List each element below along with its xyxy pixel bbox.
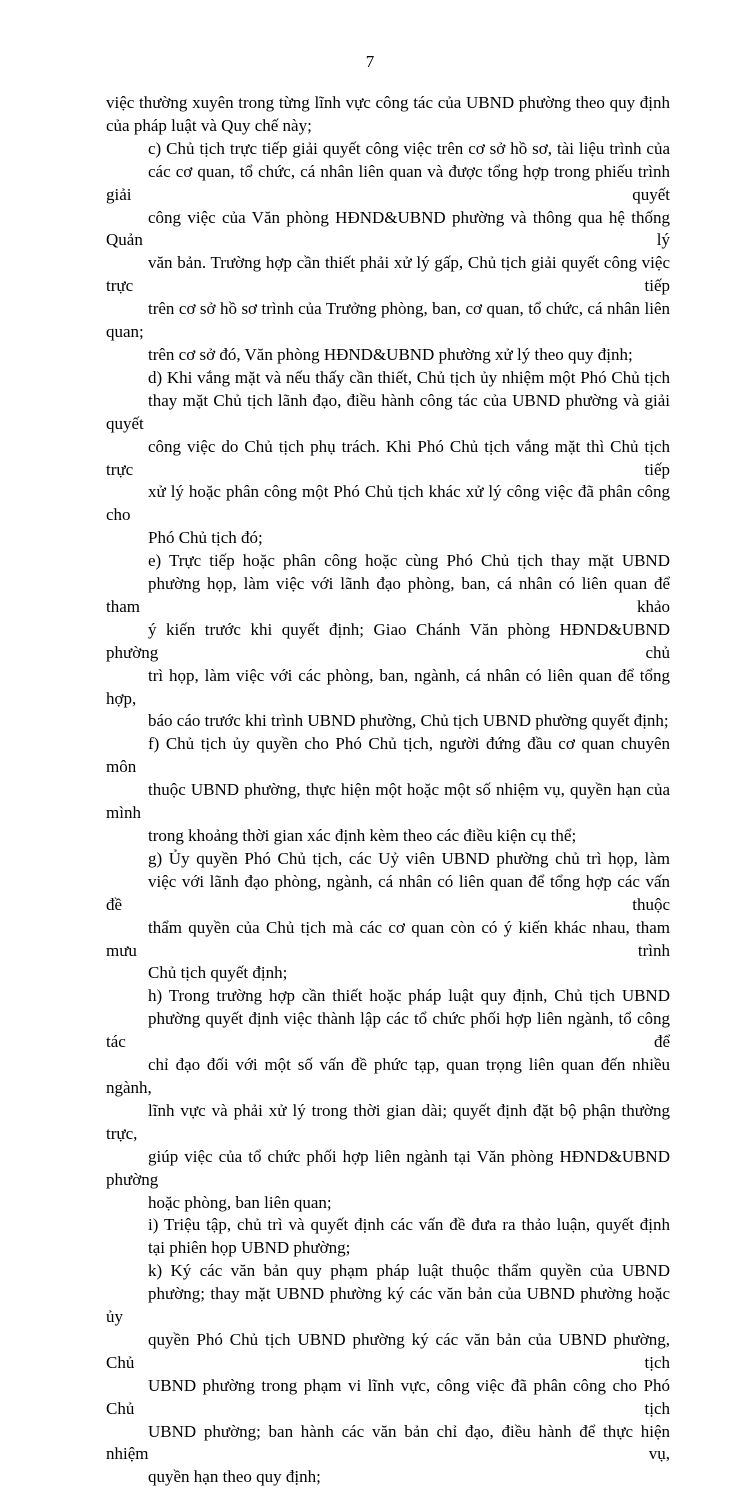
paragraph <box>106 367 670 550</box>
text-line: Chủ tịch quyết định; <box>148 963 288 983</box>
text-line: việc thường xuyên trong từng lĩnh vực công tác của UBND phường theo quy định <box>106 93 670 112</box>
text-line: xử lý hoặc phân công một Phó Chủ tịch khác xử lý công việc đã phân công cho <box>106 482 670 525</box>
paragraph <box>106 1214 670 1260</box>
text-line: UBND phường trong phạm vi lĩnh vực, công việc đã phân công cho Phó Chủ tịch <box>106 1375 670 1418</box>
text-line: ý kiến trước khi quyết định; Giao Chánh Văn phòng HĐND&UBND phường chủ <box>106 619 670 662</box>
text-line: văn bản. Trường hợp cần thiết phải xử lý gấp, Chủ tịch giải quyết công việc trực tiếp <box>106 253 670 296</box>
text-line: giúp việc của tổ chức phối hợp liên ngành tại Văn phòng HĐND&UBND phường <box>106 1146 670 1189</box>
text-line: hoặc phòng, ban liên quan; <box>148 1192 332 1212</box>
paragraph <box>106 1260 670 1489</box>
text-line: h) Trong trường hợp cần thiết hoặc pháp luật quy định, Chủ tịch UBND <box>148 986 670 1006</box>
text-line: thẩm quyền của Chủ tịch mà các cơ quan còn có ý kiến khác nhau, tham mưu trình <box>106 917 670 960</box>
text-line: các cơ quan, tổ chức, cá nhân liên quan và được tổng hợp trong phiếu trình giải quyết <box>106 161 670 204</box>
text-line: f) Chủ tịch ủy quyền cho Phó Chủ tịch, người đứng đầu cơ quan chuyên môn <box>106 734 670 777</box>
text-line: trên cơ sở đó, Văn phòng HĐND&UBND phường xử lý theo quy định; <box>148 344 633 364</box>
text-line: Phó Chủ tịch đó; <box>148 528 263 548</box>
text-line: báo cáo trước khi trình UBND phường, Chủ tịch UBND phường quyết định; <box>148 711 669 731</box>
text-line: i) Triệu tập, chủ trì và quyết định các vấn đề đưa ra thảo luận, quyết định <box>148 1215 670 1235</box>
text-line: d) Khi vắng mặt và nếu thấy cần thiết, Chủ tịch ủy nhiệm một Phó Chủ tịch <box>148 367 670 387</box>
text-line: quyền hạn theo quy định; <box>148 1467 321 1487</box>
text-line: tại phiên họp UBND phường; <box>148 1238 351 1258</box>
text-line: e) Trực tiếp hoặc phân công hoặc cùng Phó Chủ tịch thay mặt UBND <box>148 551 670 571</box>
text-line: phường họp, làm việc với lãnh đạo phòng, ban, cá nhân có liên quan để tham khảo <box>106 574 670 616</box>
page-number: 7 <box>365 52 375 71</box>
paragraph <box>106 138 670 367</box>
text-line: trì họp, làm việc với các phòng, ban, ngành, cá nhân có liên quan để tổng hợp, <box>106 665 670 708</box>
document-body <box>106 92 670 1489</box>
text-line: lĩnh vực và phải xử lý trong thời gian dài; quyết định đặt bộ phận thường trực, <box>106 1100 670 1143</box>
text-line: trong khoảng thời gian xác định kèm theo các điều kiện cụ thể; <box>148 826 577 845</box>
paragraph <box>106 848 670 985</box>
text-line: của pháp luật và Quy chế này; <box>106 115 312 135</box>
text-line: k) Ký các văn bản quy phạm pháp luật thuộc thẩm quyền của UBND <box>148 1261 670 1281</box>
text-line: thay mặt Chủ tịch lãnh đạo, điều hành công tác của UBND phường và giải quyết <box>106 390 670 433</box>
text-line: phường quyết định việc thành lập các tổ chức phối hợp liên ngành, tổ công tác để <box>106 1009 670 1052</box>
text-line: công việc do Chủ tịch phụ trách. Khi Phó Chủ tịch vắng mặt thì Chủ tịch trực tiếp <box>106 436 670 479</box>
text-line: UBND phường; ban hành các văn bản chỉ đạo, điều hành để thực hiện nhiệm vụ, <box>106 1421 670 1464</box>
text-line: c) Chủ tịch trực tiếp giải quyết công việc trên cơ sở hồ sơ, tài liệu trình của <box>148 138 670 158</box>
paragraph <box>106 733 670 848</box>
paragraph <box>106 985 670 1214</box>
paragraph <box>106 550 670 733</box>
text-line: công việc của Văn phòng HĐND&UBND phường và thông qua hệ thống Quản lý <box>106 207 670 250</box>
text-line: phường; thay mặt UBND phường ký các văn bản của UBND phường hoặc ủy <box>106 1284 670 1327</box>
text-line: quyền Phó Chủ tịch UBND phường ký các văn bản của UBND phường, Chủ tịch <box>106 1329 670 1372</box>
text-line: chỉ đạo đối với một số vấn đề phức tạp, quan trọng liên quan đến nhiều ngành, <box>106 1055 670 1097</box>
text-line: thuộc UBND phường, thực hiện một hoặc một số nhiệm vụ, quyền hạn của mình <box>106 780 670 823</box>
text-line: việc với lãnh đạo phòng, ngành, cá nhân có liên quan để tổng hợp các vấn đề thuộc <box>106 871 670 914</box>
text-line: g) Ủy quyền Phó Chủ tịch, các Uỷ viên UBND phường chủ trì họp, làm <box>148 848 670 868</box>
text-line: trên cơ sở hồ sơ trình của Trưởng phòng, ban, cơ quan, tổ chức, cá nhân liên quan; <box>106 299 670 342</box>
paragraph <box>106 92 670 138</box>
